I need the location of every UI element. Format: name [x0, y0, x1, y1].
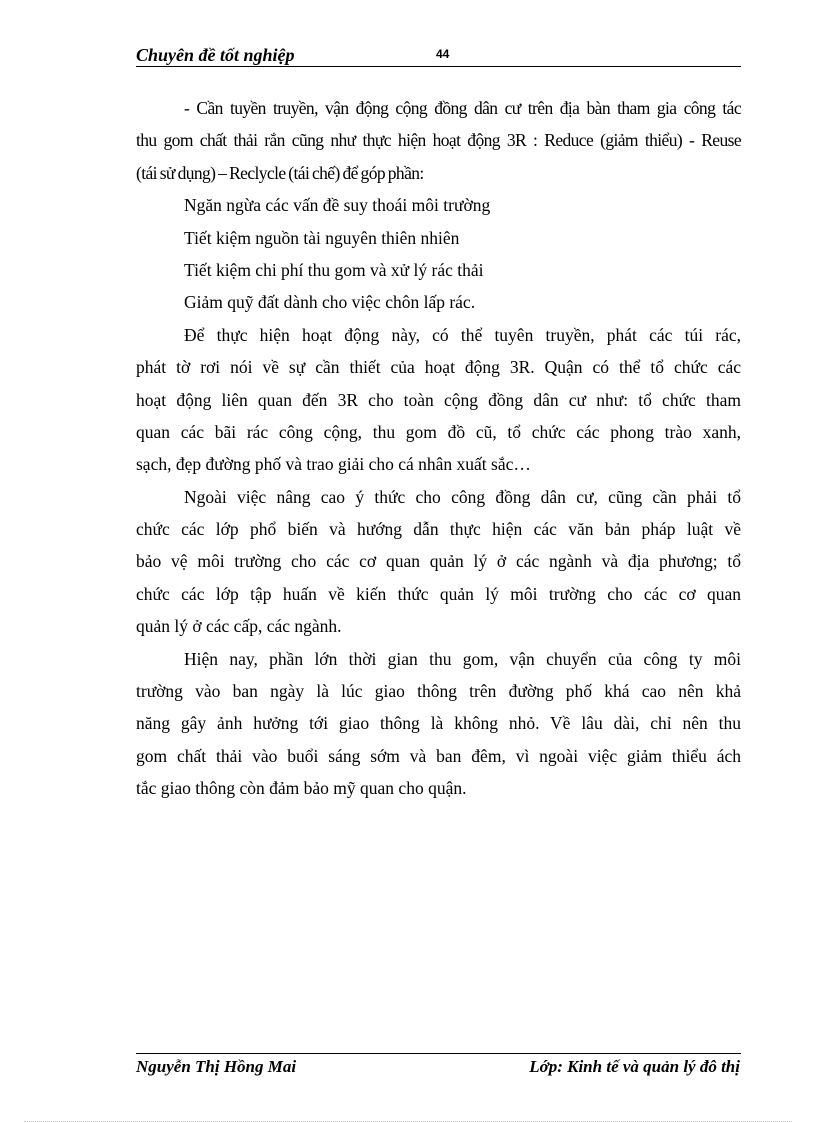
- paragraph-line: Để thực hiện hoạt động này, có thể tuyên truyền, phát các túi rác,: [184, 324, 741, 345]
- footer-divider: [136, 1053, 741, 1054]
- paragraph-line: năng gây ảnh hưởng tới giao thông là không nhỏ. Về lâu dài, chỉ nên thu: [136, 713, 741, 734]
- paragraph-line: quan các bãi rác công cộng, thu gom đồ cũ, tổ chức các phong trào xanh,: [136, 421, 741, 442]
- page-edge: [24, 1121, 792, 1122]
- list-item: Giảm quỹ đất dành cho việc chôn lấp rác.: [184, 292, 476, 313]
- paragraph-line: hoạt động liên quan đến 3R cho toàn cộng đồng dân cư như: tổ chức tham: [136, 389, 741, 410]
- paragraph-line: chức các lớp phổ biến và hướng dẫn thực hiện các văn bản pháp luật về: [136, 519, 741, 540]
- paragraph-line: thu gom chất thải rắn cũng như thực hiện hoạt động 3R : Reduce (giảm thiểu) - Reuse: [136, 130, 741, 151]
- page-number: 44: [436, 47, 450, 61]
- header-divider: [136, 66, 741, 67]
- list-item: Tiết kiệm nguồn tài nguyên thiên nhiên: [184, 227, 460, 248]
- paragraph-line: gom chất thải vào buổi sáng sớm và ban đêm, vì ngoài việc giảm thiểu ách: [136, 745, 741, 766]
- footer-author: Nguyễn Thị Hồng Mai: [136, 1057, 297, 1076]
- body-text: [136, 92, 741, 805]
- paragraph-line: chức các lớp tập huấn về kiến thức quản lý môi trường cho các cơ quan: [136, 583, 741, 604]
- paragraph-line: phát tờ rơi nói về sự cần thiết của hoạt động 3R. Quận có thể tổ chức các: [136, 357, 741, 378]
- list-item: Ngăn ngừa các vấn đề suy thoái môi trường: [184, 195, 491, 216]
- paragraph-line: tắc giao thông còn đảm bảo mỹ quan cho quận.: [136, 778, 467, 799]
- header-title: Chuyên đề tốt nghiệp: [136, 45, 295, 65]
- paragraph-line: Hiện nay, phần lớn thời gian thu gom, vận chuyển của công ty môi: [184, 648, 741, 669]
- paragraph-line: quản lý ở các cấp, các ngành.: [136, 616, 342, 637]
- paragraph-line: trường vào ban ngày là lúc giao thông trên đường phố khá cao nên khả: [136, 681, 741, 702]
- footer-class: Lớp: Kinh tế và quản lý đô thị: [529, 1057, 740, 1076]
- paragraph-line: bảo vệ môi trường cho các cơ quan quản lý ở các ngành và địa phương; tổ: [136, 551, 741, 572]
- paragraph-line: Ngoài việc nâng cao ý thức cho công đồng dân cư, cũng cần phải tổ: [184, 486, 741, 507]
- paragraph-line: - Cần tuyền truyền, vận động cộng đồng dân cư trên địa bàn tham gia công tác: [184, 98, 741, 118]
- list-item: Tiết kiệm chi phí thu gom và xử lý rác thải: [184, 259, 484, 280]
- paragraph-line: (tái sử dụng) – Reclycle (tái chế) để góp phần:: [136, 162, 424, 183]
- paragraph-line: sạch, đẹp đường phố và trao giải cho cá nhân xuất sắc…: [136, 454, 531, 475]
